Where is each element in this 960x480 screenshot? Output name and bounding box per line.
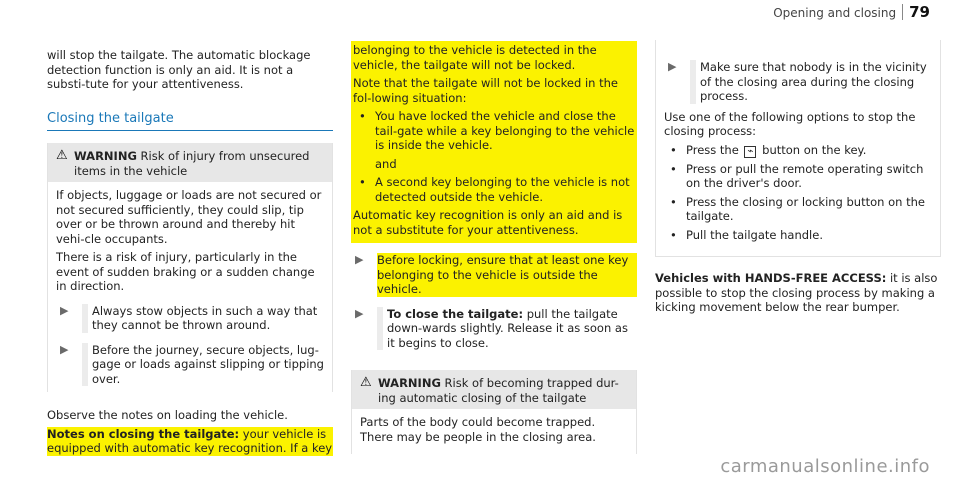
instruction-step (56, 304, 324, 333)
warning-keyword: WARNING (74, 149, 137, 163)
bullet-icon: • (359, 109, 366, 123)
bullet-icon: • (670, 142, 677, 157)
hands-free-text: it is also possible to stop the closing process by making a kicking movement below the rear bumper. (655, 271, 938, 314)
warning-header (48, 143, 332, 182)
column-2 (351, 41, 637, 454)
warning-paragraph: There is a risk of injury, particularly in the event of sudden braking or a sudden change in direction. (56, 250, 315, 293)
situation-list (353, 109, 637, 204)
instruction-step (664, 60, 932, 104)
warning-keyword: WARNING (378, 376, 441, 390)
watermark: carmanualsonline.info (720, 455, 930, 477)
page-number: 79 (902, 4, 930, 20)
and-text: and (375, 156, 397, 171)
options-list (664, 143, 932, 243)
instruction-step (351, 253, 637, 297)
column-1 (47, 48, 333, 460)
step-text: Always stow objects in such a way that they cannot be thrown around. (82, 304, 324, 333)
list-item: • Pull the tailgate handle. (664, 228, 932, 243)
notes-text: your vehicle is equipped with automatic key recognition. If a key (47, 426, 333, 455)
arrow-right-icon: ▶ (60, 342, 69, 356)
list-item: • Press the ⌁ button on the key. (664, 143, 932, 158)
list-item (353, 157, 637, 172)
arrow-right-icon: ▶ (355, 306, 364, 320)
bullet-icon: • (359, 175, 366, 189)
tailgate-key-icon: ⌁ (744, 146, 756, 158)
section-title: Closing the tailgate (47, 112, 333, 132)
intro-text: will stop the tailgate. The automatic blockage detection function is only an aid. It is not a substi-tute for your attentiveness. (47, 48, 311, 91)
list-item: • You have locked the vehicle and close the tail-gate while a key belonging to the vehicle is inside the vehicle. (353, 109, 637, 153)
warning-paragraph: If objects, luggage or loads are not secured or not secured sufficiently, they could slip, tip over or be thrown around and thereby hit vehi-cle occupants. (56, 188, 322, 246)
warning-triangle-icon: ⚠ (56, 148, 68, 163)
step-text: Make sure that nobody is in the vicinity of the closing area during the closing process. (690, 60, 932, 104)
instruction-step (351, 307, 637, 351)
observe-text: Observe the notes on loading the vehicle. (47, 408, 288, 422)
warning-box (47, 143, 333, 392)
notes-paragraph (47, 427, 333, 456)
column-3 (655, 40, 941, 319)
step-text: Before locking, ensure that at least one key belonging to the vehicle is outside the vehicle. (377, 253, 637, 297)
use-one-text: Use one of the following options to stop the closing process: (664, 109, 916, 138)
highlighted-block (351, 41, 637, 243)
section-name: Opening and closing (773, 5, 897, 20)
list-item: • Press or pull the remote operating switch on the driver's door. (664, 162, 932, 191)
warning-body (352, 409, 636, 454)
bullet-icon: • (670, 194, 677, 209)
continued-text: belonging to the vehicle is detected in the vehicle, the tailgate will not be locked. (353, 43, 597, 72)
warning-continuation (655, 40, 941, 257)
warning-title: Risk of injury from unsecured items in the vehicle (74, 149, 310, 178)
auto-recognition-text: Automatic key recognition is only an aid and is not a substitute for your attentiveness. (353, 208, 623, 237)
warning-body (48, 182, 332, 392)
warning-box (351, 370, 637, 454)
list-item: • Press the closing or locking button on the tailgate. (664, 195, 932, 224)
step-text: To close the tailgate: pull the tailgate down-wards slightly. Release it as soon as it begins to close. (377, 307, 637, 351)
hands-free-paragraph (655, 271, 941, 315)
warning-triangle-icon: ⚠ (360, 375, 372, 390)
warning-paragraph: Parts of the body could become trapped. There may be people in the closing area. (360, 415, 596, 444)
arrow-right-icon: ▶ (60, 303, 69, 317)
step-text: Before the journey, secure objects, lug-gage or loads against slipping or tipping over. (82, 343, 324, 387)
bullet-icon: • (670, 161, 677, 176)
list-item: • A second key belonging to the vehicle is not detected outside the vehicle. (353, 175, 637, 204)
warning-header (352, 370, 636, 409)
instruction-step (56, 343, 324, 387)
notes-label: Notes on closing the tailgate: (47, 426, 240, 441)
page-header (773, 4, 930, 20)
arrow-right-icon: ▶ (355, 253, 364, 266)
warning-title: Risk of becoming trapped dur-ing automatic closing of the tailgate (378, 376, 619, 405)
note-text: Note that the tailgate will not be locked in the fol-lowing situation: (353, 76, 618, 105)
arrow-right-icon: ▶ (668, 60, 677, 73)
hands-free-label: Vehicles with HANDS-FREE ACCESS: (655, 271, 887, 285)
bullet-icon: • (670, 227, 677, 242)
